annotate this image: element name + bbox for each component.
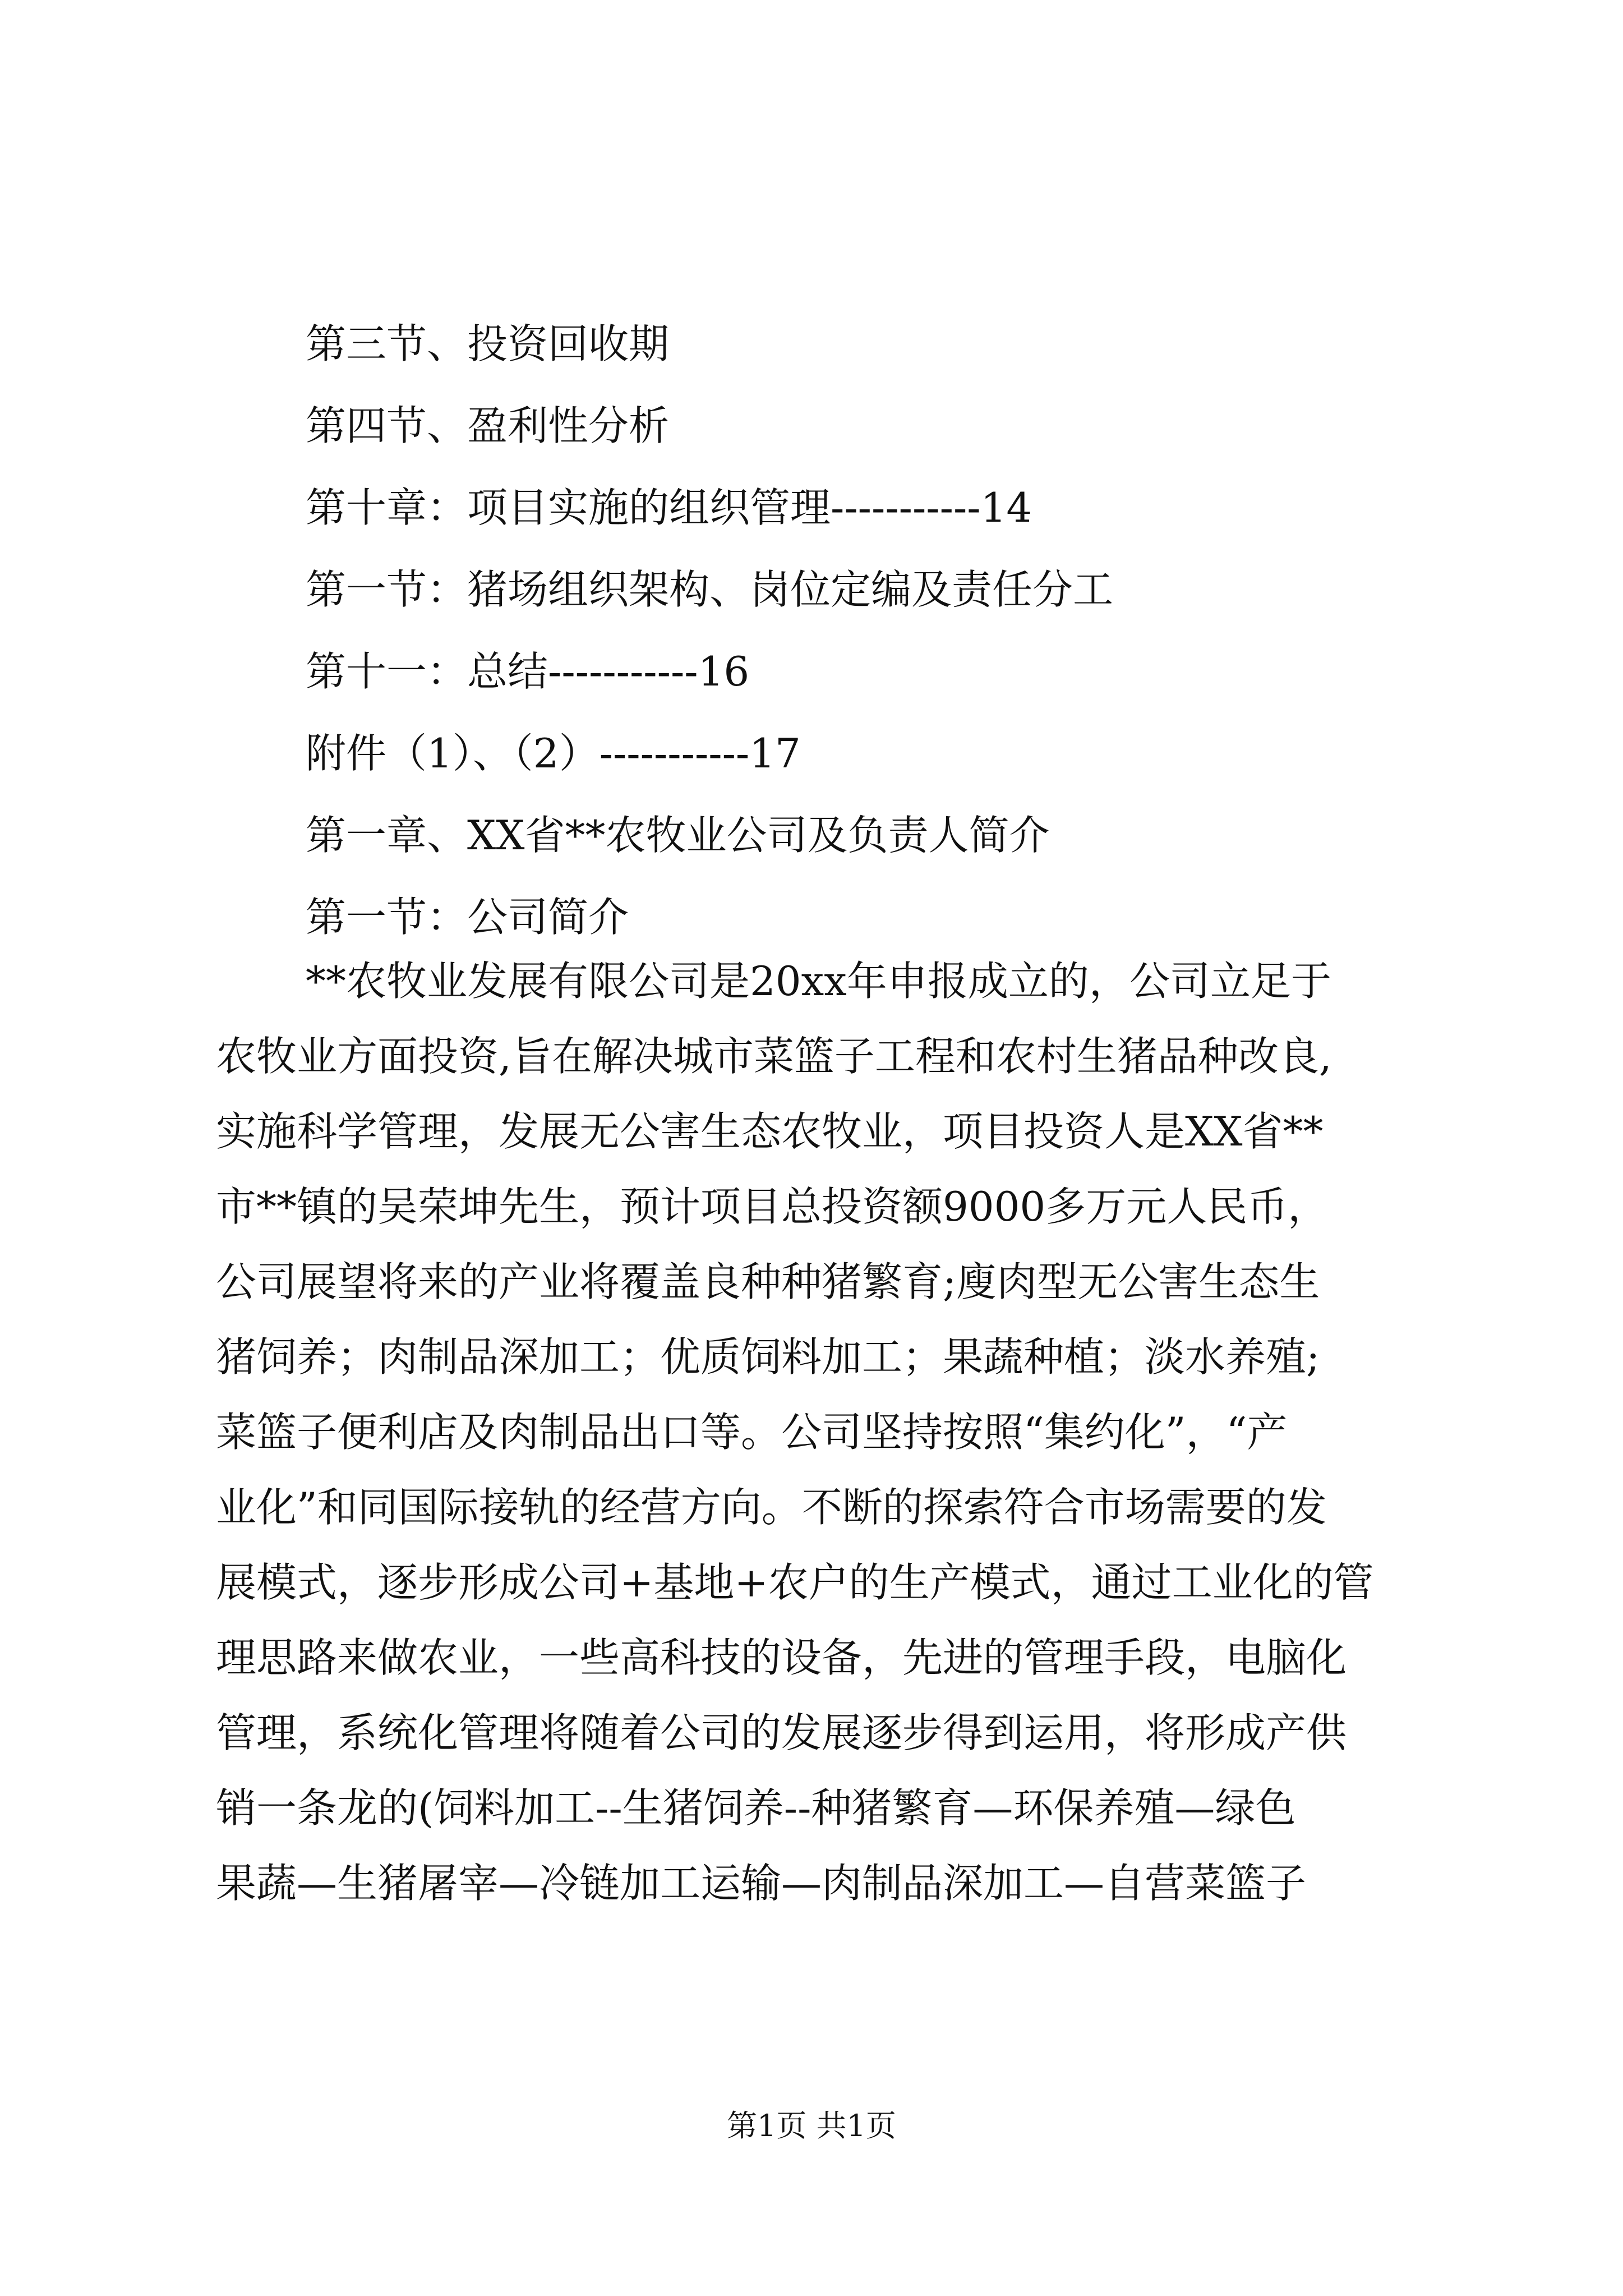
toc-line: 第十章：项目实施的组织管理-----------14: [306, 484, 1032, 531]
paragraph-line: 实施科学管理，发展无公害生态农牧业，项目投资人是XX省**: [216, 1108, 1324, 1155]
paragraph-line: 果蔬—生猪屠宰—冷链加工运输—肉制品深加工—自营菜篮子: [216, 1860, 1307, 1907]
toc-line: 第一节：猪场组织架构、岗位定编及责任分工: [306, 566, 1114, 613]
paragraph-line: 农牧业方面投资,旨在解决城市菜篮子工程和农村生猪品种改良,: [216, 1033, 1332, 1080]
paragraph-line: 展模式，逐步形成公司+基地+农户的生产模式，通过工业化的管: [216, 1559, 1374, 1606]
paragraph-line: 管理，系统化管理将随着公司的发展逐步得到运用，将形成产供: [216, 1709, 1347, 1756]
toc-line: 第三节、投资回收期: [306, 320, 670, 367]
paragraph-line: 市**镇的吴荣坤先生，预计项目总投资额9000多万元人民币，: [216, 1183, 1329, 1230]
table-of-contents: [306, 303, 1427, 958]
toc-line: 第十一：总结-----------16: [306, 648, 750, 695]
paragraph-line: 猪饲养；肉制品深加工；优质饲料加工；果蔬种植；淡水养殖;: [216, 1333, 1320, 1381]
paragraph-line: 菜篮子便利店及肉制品出口等。公司坚持按照“集约化”，“产: [216, 1409, 1288, 1456]
paragraph-line: 公司展望将来的产业将覆盖良种种猪繁育;廋肉型无公害生态生: [216, 1258, 1320, 1305]
company-intro-paragraph: [216, 944, 1427, 1921]
paragraph-line: 销一条龙的(饲料加工--生猪饲养--种猪繁育—环保养殖—绿色: [216, 1784, 1296, 1832]
toc-line: 第四节、盈利性分析: [306, 402, 670, 449]
section-heading: 第一节：公司简介: [306, 894, 629, 941]
paragraph-line: 业化”和同国际接轨的经营方向。不断的探索符合市场需要的发: [216, 1484, 1327, 1531]
toc-line: 附件（1）、（2）-----------17: [306, 730, 801, 777]
paragraph-line: 理思路来做农业，一些高科技的设备，先进的管理手段，电脑化: [216, 1634, 1347, 1681]
chapter-heading: 第一章、XX省**农牧业公司及负责人简介: [306, 812, 1050, 859]
paragraph-line: **农牧业发展有限公司是20xx年申报成立的，公司立足于: [306, 958, 1331, 1005]
page-footer: 第1页 共1页: [727, 2108, 896, 2143]
